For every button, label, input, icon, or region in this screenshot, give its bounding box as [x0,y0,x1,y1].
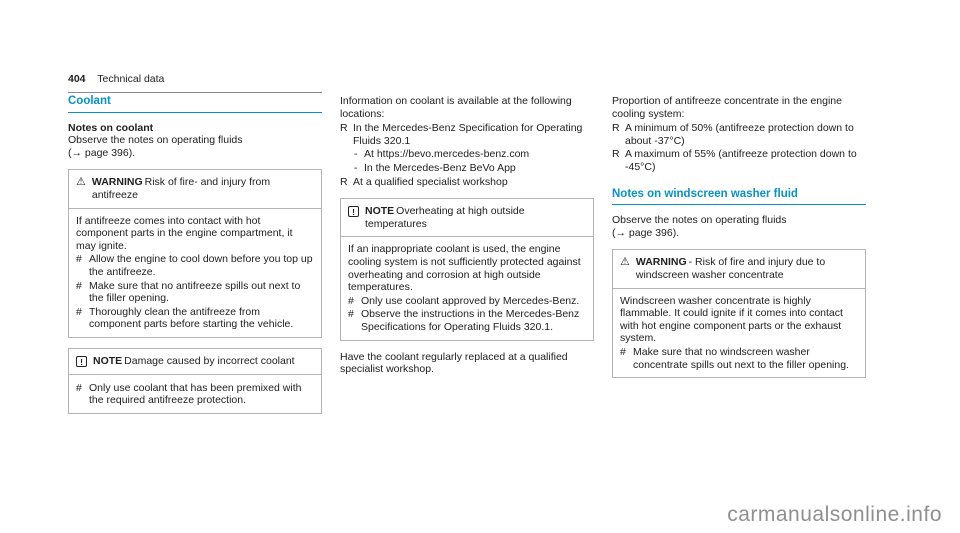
list-item [348,308,586,333]
warning-box-header [69,170,321,208]
bullet-marker: # [348,308,354,321]
bullet-text: Make sure that no antifreeze spills out next to the filler opening. [89,279,301,305]
list-item [340,122,594,147]
proportion-list [612,122,866,173]
list-marker: R [612,148,620,161]
column-coolant-info [340,95,594,376]
warning-icon: ⚠ [76,176,86,189]
washer-heading: Notes on windscreen washer fluid [612,188,866,206]
note-title-text: Damage caused by incorrect coolant [124,354,295,367]
note-box-body [341,237,593,339]
bullet-marker: # [348,294,354,307]
warning-label: WARNING [91,176,143,189]
section-title: Technical data [97,73,165,85]
column-washer [612,95,866,378]
note-box-body [69,375,321,413]
note-title [93,355,295,368]
observe-text-line2: (→ page 396). [68,146,136,159]
list-text: In the Mercedes-Benz Specification for Operating Fluids 320.1 [353,122,583,147]
list-text: A maximum of 55% (antifreeze protection down to -45°C) [625,148,857,173]
note-box-header [69,349,321,375]
proportion-intro: Proportion of antifreeze concentrate in the engine cooling system: [612,95,842,120]
info-list [340,122,594,188]
bullet-text: Make sure that no windscreen washer concentrate spills out next to the filler opening. [633,345,849,371]
sub-list-marker: - [354,161,358,174]
note-box-coolant [68,348,322,414]
bullet-marker: # [76,279,82,292]
list-item [76,306,314,331]
sub-list-text: In the Mercedes-Benz BeVo App [364,161,516,174]
warning-body-text: Windscreen washer concentrate is highly flammable. It could ignite if it comes into contact with hot engine component parts or the exhaust system. [620,294,843,345]
sub-list-item [340,162,594,175]
bullet-text: Observe the instructions in the Mercedes-Benz Specifications for Operating Fluids 320.1. [361,308,580,333]
list-marker: R [612,122,620,135]
warning-label: WARNING [635,256,687,269]
note-title [365,205,586,230]
sub-list-marker: - [354,148,358,161]
note-box-header [341,199,593,237]
list-text: A minimum of 50% (antifreeze protection down to about -37°C) [625,122,854,147]
list-item [76,382,314,407]
notes-on-coolant-heading: Notes on coolant [68,121,154,134]
warning-box-antifreeze [68,169,322,338]
bullet-text: Thoroughly clean the antifreeze from component parts before starting the vehicle. [89,305,294,331]
info-closing: Have the coolant regularly replaced at a qualified specialist workshop. [340,350,568,376]
note-body-text: If an inappropriate coolant is used, the engine cooling system is not sufficiently protected against overheating and corrosion at high outside temperatures. [348,243,581,294]
watermark: carmanualsonline.info [727,503,942,526]
warning-title [636,256,858,281]
coolant-heading: Coolant [68,95,322,113]
page-number: 404 [68,73,86,85]
note-label: NOTE [365,205,395,218]
observe-text-line1: Observe the notes on operating fluids [612,214,787,227]
sub-list-text: At https://bevo.mercedes-benz.com [364,148,530,161]
list-item [348,295,586,308]
info-intro: Information on coolant is available at the following locations: [340,95,572,120]
list-marker: R [340,122,348,135]
note-icon: ! [348,206,359,217]
warning-box-washer [612,249,866,378]
list-item [76,280,314,305]
column-coolant [68,95,322,414]
warning-title-text: - Risk of fire and injury due to windscreen washer concentrate [635,256,826,281]
list-item [612,122,866,147]
list-text: At a qualified specialist workshop [353,175,508,188]
list-marker: R [340,175,348,188]
list-item [76,253,314,278]
bullet-text: Allow the engine to cool down before you top up the antifreeze. [89,253,313,278]
warning-box-body [69,209,321,337]
bullet-marker: # [620,345,626,358]
bullet-marker: # [76,253,82,266]
page-header [68,73,322,93]
bullet-text: Only use coolant that has been premixed with the required antifreeze protection. [89,381,302,407]
sub-list-item [340,148,594,161]
note-box-overheating [340,198,594,340]
warning-box-header [613,250,865,288]
observe-text-line1: Observe the notes on operating fluids [68,134,243,147]
warning-icon: ⚠ [620,256,630,269]
bullet-text: Only use coolant approved by Mercedes-Benz. [361,294,580,307]
note-icon: ! [76,356,87,367]
warning-box-body [613,289,865,378]
bullet-marker: # [76,305,82,318]
note-label: NOTE [93,354,123,367]
bullet-marker: # [76,381,82,394]
warning-title-text: Risk of fire- and injury from antifreeze [91,176,271,201]
observe-text-line2: (→ page 396). [612,226,680,239]
list-item [620,346,858,371]
note-title-text: Overheating at high outside temperatures [365,205,525,230]
list-item [340,176,594,189]
warning-body-text: If antifreeze comes into contact with hot component parts in the engine compartment, it may ignite. [76,214,293,252]
list-item [612,148,866,173]
warning-title [92,176,314,201]
